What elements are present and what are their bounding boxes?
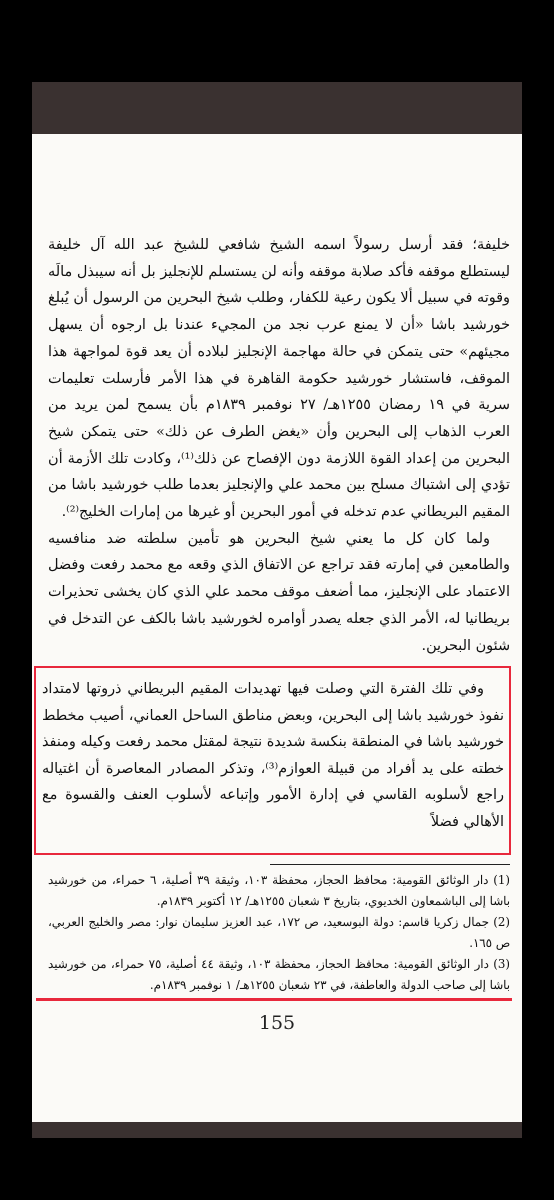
page-number: 155 [258,1012,296,1034]
highlighted-paragraph: وفي تلك الفترة التي وصلت فيها تهديدات المقيم البريطاني ذروتها لامتداد نفوذ خورشيد باشا إلى البحرين، وبعض مناطق الساحل العماني، أصيب مخطط خورشيد باشا في المنطقة بنكسة شديدة نتيجة لمقتل محمد رفعت وكيله ومنفذ خطته على يد أفراد من قبيلة العوازم⁽³⁾، وتذكر المصادر المعاصرة أن اغتياله راجع لأسلوبه القاسي في إدارة الأمور وإتباعه لأسلوب العنف والقسوة مع الأهالي فضلاً [42,681,504,830]
highlight-box [34,666,511,855]
footnote-divider [270,864,510,865]
header-band [32,82,522,134]
footnote-2: (2) جمال زكريا قاسم: دولة البوسعيد، ص ١٧٢، عبد العزيز سليمان نوار: مصر والخليج العربي، ص ١٦٥. [48,915,510,950]
paragraph-1: خليفة؛ فقد أرسل رسولاً اسمه الشيخ شافعي للشيخ عبد الله آل خليفة ليستطلع موقفه فأكد صلابة موقفه وأنه لن يستسلم للإنجليز بل أنه سيبذل مالَه وقوته في سبيل ألا يكون رعية للكفار، وطلب شيخ البحرين من الرسول أن يُبلغ خورشيد باشا «أن لا يمنع عرب نجد من المجيء عندنا بل ارجوه أن يسهل مجيئهم» حتى يتمكن في حالة مهاجمة الإنجليز لبلاده أن يعد قوة لمواجهة هذا الموقف، فاستشار خورشيد حكومة القاهرة في هذا الأمر فأرسلت تعليمات سرية في ١٩ رمضان ١٢٥٥هـ/ ٢٧ نوفمبر ١٨٣٩م بأن يسمح لمن يريد من العرب الذهاب إلى البحرين وأن «يغض الطرف عن ذلك» حتى يتمكن شيخ البحرين من إعداد القوة اللازمة دون الإفصاح عن ذلك⁽¹⁾، وكادت تلك الأزمة أن تؤدي إلى اشتباك مسلح بين محمد علي والإنجليز بعدما طلب خورشيد باشا من المقيم البريطاني عدم تدخله في أمور البحرين أو غيرها من إمارات الخليج⁽²⁾. [48,237,510,521]
paragraph-2: ولما كان كل ما يعني شيخ البحرين هو تأمين سلطته ضد منافسيه والطامعين في إمارته فقد تراجع عن الاتفاق الذي وقعه مع محمد رفعت وفضل الاعتماد على الإنجليز، مما أضعف موقف محمد علي الذي كان يخشى تحذيرات بريطانيا له، الأمر الذي جعله يصدر أوامره لخورشيد باشا بالكف عن التدخل في شئون البحرين. [48,530,510,654]
footnotes [48,870,510,996]
footnote-3: (3) دار الوثائق القومية: محافظ الحجاز، محفظة ١٠٣، وثيقة ٤٤ أصلية، ٧٥ حمراء، من خورشيد باشا إلى صاحب الدولة والعاطفة، في ٢٣ شعبان ١٢٥٥هـ/ ١ نوفمبر ١٨٣٩م. [48,957,510,992]
footnote-1: (1) دار الوثائق القومية: محافظ الحجاز، محفظة ١٠٣، وثيقة ٣٩ أصلية، ٦ حمراء، من خورشيد باشا إلى الباشمعاون الخديوي، بتاريخ ٣ شعبان ١٢٥٥هـ/ ١٢ أكتوبر ١٨٣٩م. [48,873,510,908]
footer-band [32,1122,522,1138]
body-text [48,232,510,659]
highlight-underline [36,998,512,1001]
